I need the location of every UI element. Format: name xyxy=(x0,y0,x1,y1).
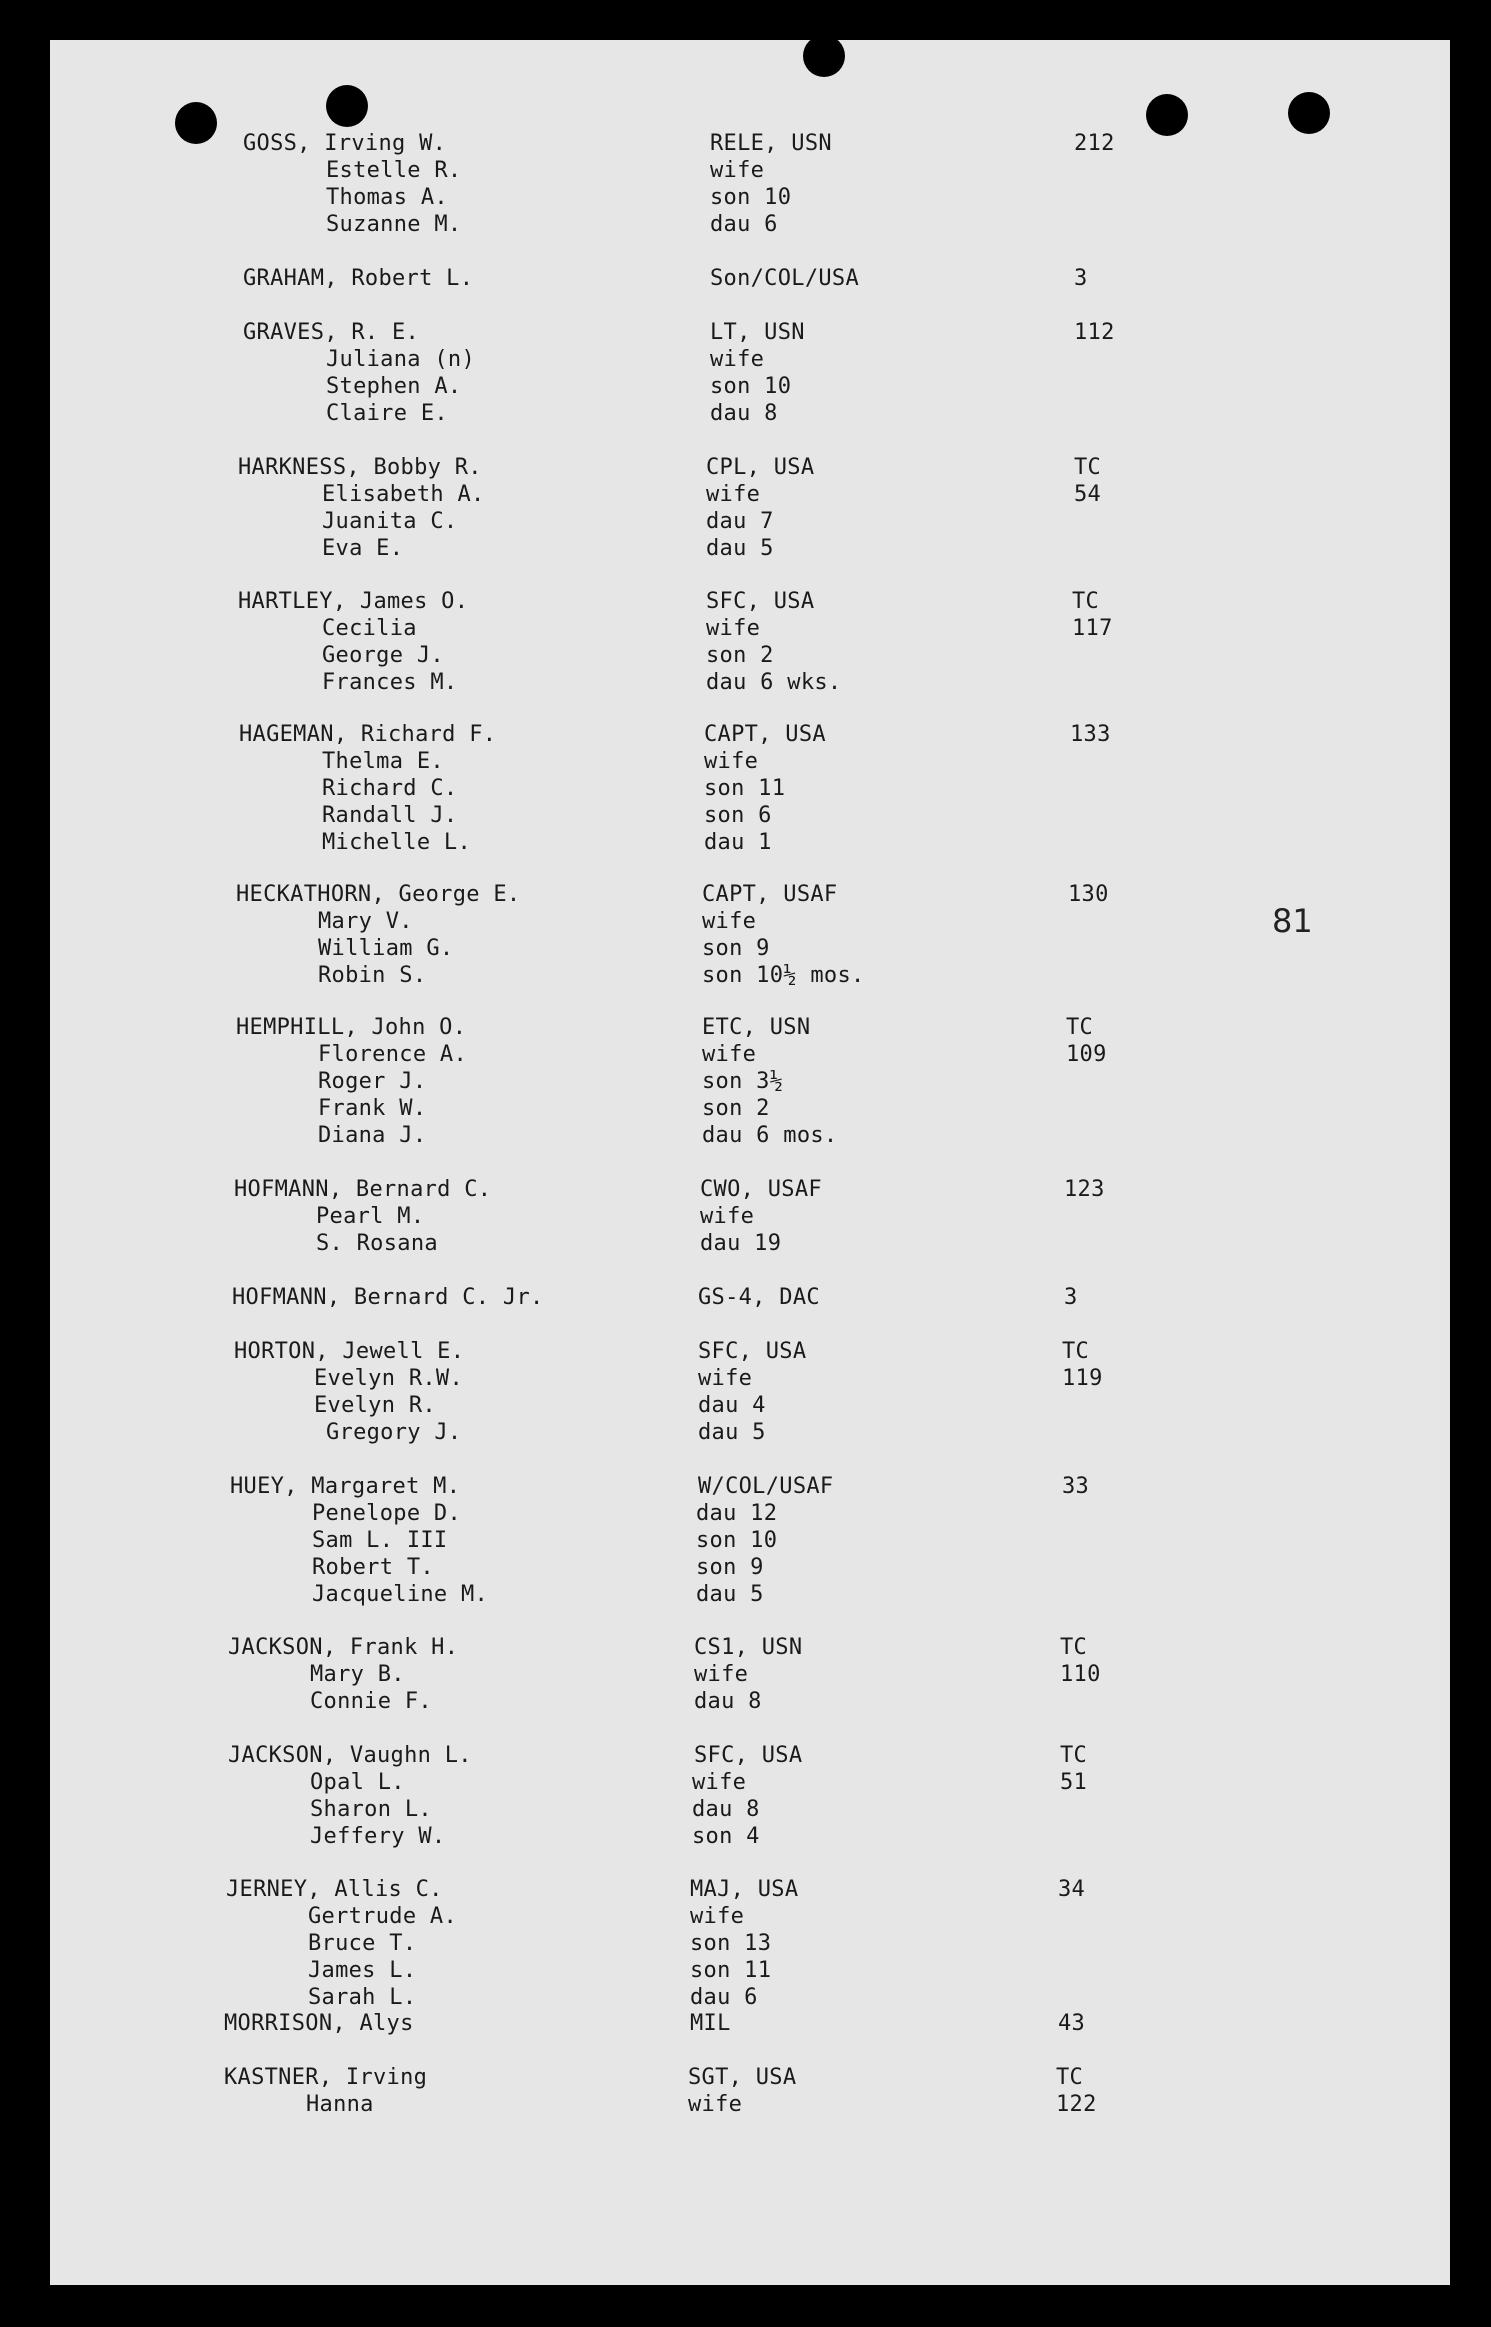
person-name: Jeffery W. xyxy=(310,1824,446,1849)
person-name: George J. xyxy=(322,643,444,668)
rank-relation: RELE, USN xyxy=(710,131,832,156)
rank-relation: wife xyxy=(710,347,765,372)
rank-relation: wife xyxy=(698,1366,753,1391)
table-row xyxy=(50,2010,1450,2037)
rank-relation: dau 6 mos. xyxy=(702,1123,838,1148)
person-name: HAGEMAN, Richard F. xyxy=(239,722,497,747)
person-name: Juanita C. xyxy=(322,509,458,534)
page-number: 81 xyxy=(1272,902,1313,940)
table-row xyxy=(50,2064,1450,2091)
rank-relation: CAPT, USAF xyxy=(702,882,838,907)
table-row xyxy=(50,184,1450,211)
person-name: HOFMANN, Bernard C. xyxy=(234,1177,492,1202)
table-row xyxy=(50,1500,1450,1527)
person-name: Evelyn R.W. xyxy=(314,1366,463,1391)
person-name: Thelma E. xyxy=(322,749,444,774)
rank-relation: son 10½ mos. xyxy=(702,963,865,988)
person-name: S. Rosana xyxy=(316,1231,438,1256)
rank-relation: CAPT, USA xyxy=(704,722,826,747)
person-name: Florence A. xyxy=(318,1042,467,1067)
table-row xyxy=(50,1661,1450,1688)
rank-relation: W/COL/USAF xyxy=(698,1474,834,1499)
rank-relation: wife xyxy=(704,749,759,774)
table-row xyxy=(50,1984,1450,2011)
person-name: HARKNESS, Bobby R. xyxy=(238,455,482,480)
rank-relation: SFC, USA xyxy=(706,589,815,614)
person-name: Diana J. xyxy=(318,1123,427,1148)
person-name: Sharon L. xyxy=(310,1797,432,1822)
table-row xyxy=(50,1796,1450,1823)
rank-relation: son 3½ xyxy=(702,1069,784,1094)
quarters-code: TC xyxy=(1074,455,1102,480)
rank-relation: dau 6 xyxy=(690,1985,758,2010)
rank-relation: CS1, USN xyxy=(694,1635,803,1660)
rank-relation: wife xyxy=(710,158,765,183)
rank-relation: CPL, USA xyxy=(706,455,815,480)
rank-relation: SFC, USA xyxy=(694,1743,803,1768)
rank-relation: son 11 xyxy=(704,776,786,801)
quarters-code: 34 xyxy=(1058,1877,1086,1902)
rank-relation: dau 5 xyxy=(698,1420,766,1445)
person-name: JACKSON, Vaughn L. xyxy=(228,1743,472,1768)
rank-relation: Son/COL/USA xyxy=(710,266,859,291)
person-name: Penelope D. xyxy=(312,1501,461,1526)
table-row xyxy=(50,2091,1450,2118)
person-name: Mary B. xyxy=(310,1662,405,1687)
table-row xyxy=(50,1903,1450,1930)
rank-relation: wife xyxy=(694,1662,749,1687)
person-name: Sam L. III xyxy=(312,1528,448,1553)
table-row xyxy=(50,1095,1450,1122)
person-name: Richard C. xyxy=(322,776,458,801)
rank-relation: dau 8 xyxy=(694,1689,762,1714)
quarters-code: 110 xyxy=(1060,1662,1101,1687)
rank-relation: MIL xyxy=(690,2011,731,2036)
person-name: GOSS, Irving W. xyxy=(243,131,447,156)
person-name: HOFMANN, Bernard C. Jr. xyxy=(232,1285,544,1310)
person-name: Connie F. xyxy=(310,1689,432,1714)
rank-relation: dau 5 xyxy=(696,1582,764,1607)
table-row xyxy=(50,908,1450,935)
person-name: Opal L. xyxy=(310,1770,405,1795)
table-row xyxy=(50,319,1450,346)
person-name: Gregory J. xyxy=(326,1420,462,1445)
rank-relation: son 10 xyxy=(710,185,792,210)
table-row xyxy=(50,1014,1450,1041)
table-row xyxy=(50,1823,1450,1850)
person-name: Estelle R. xyxy=(326,158,462,183)
person-name: HEMPHILL, John O. xyxy=(236,1015,467,1040)
quarters-code: 117 xyxy=(1072,616,1113,641)
quarters-code: 133 xyxy=(1070,722,1111,747)
table-row xyxy=(50,508,1450,535)
rank-relation: dau 8 xyxy=(692,1797,760,1822)
rank-relation: son 13 xyxy=(690,1931,772,1956)
quarters-code: 51 xyxy=(1060,1770,1088,1795)
quarters-code: 3 xyxy=(1074,266,1088,291)
document-page xyxy=(50,40,1450,2285)
rank-relation: wife xyxy=(702,909,757,934)
table-row xyxy=(50,721,1450,748)
person-name: Robin S. xyxy=(318,963,427,988)
table-row xyxy=(50,1068,1450,1095)
quarters-code: TC xyxy=(1066,1015,1094,1040)
rank-relation: LT, USN xyxy=(710,320,805,345)
rank-relation: dau 1 xyxy=(704,830,772,855)
table-row xyxy=(50,962,1450,989)
quarters-code: 123 xyxy=(1064,1177,1105,1202)
table-row xyxy=(50,1473,1450,1500)
person-name: GRAVES, R. E. xyxy=(243,320,420,345)
rank-relation: son 2 xyxy=(706,643,774,668)
table-row xyxy=(50,802,1450,829)
person-name: James L. xyxy=(308,1958,417,1983)
quarters-code: TC xyxy=(1056,2065,1084,2090)
table-row xyxy=(50,265,1450,292)
table-row xyxy=(50,1419,1450,1446)
table-row xyxy=(50,346,1450,373)
rank-relation: dau 6 wks. xyxy=(706,670,842,695)
quarters-code: 109 xyxy=(1066,1042,1107,1067)
table-row xyxy=(50,1176,1450,1203)
table-row xyxy=(50,588,1450,615)
quarters-code: TC xyxy=(1072,589,1100,614)
quarters-code: 112 xyxy=(1074,320,1115,345)
table-row xyxy=(50,1527,1450,1554)
rank-relation: dau 4 xyxy=(698,1393,766,1418)
person-name: Hanna xyxy=(306,2092,374,2117)
table-row xyxy=(50,1203,1450,1230)
person-name: Randall J. xyxy=(322,803,458,828)
table-row xyxy=(50,1769,1450,1796)
person-name: Juliana (n) xyxy=(326,347,475,372)
rank-relation: son 4 xyxy=(692,1824,760,1849)
rank-relation: wife xyxy=(700,1204,755,1229)
rank-relation: dau 5 xyxy=(706,536,774,561)
table-row xyxy=(50,935,1450,962)
rank-relation: CWO, USAF xyxy=(700,1177,822,1202)
person-name: KASTNER, Irving xyxy=(224,2065,428,2090)
rank-relation: wife xyxy=(688,2092,743,2117)
table-row xyxy=(50,1041,1450,1068)
person-name: Sarah L. xyxy=(308,1985,417,2010)
person-name: Stephen A. xyxy=(326,374,462,399)
person-name: HORTON, Jewell E. xyxy=(234,1339,465,1364)
table-row xyxy=(50,1876,1450,1903)
person-name: Claire E. xyxy=(326,401,448,426)
rank-relation: ETC, USN xyxy=(702,1015,811,1040)
person-name: William G. xyxy=(318,936,454,961)
rank-relation: dau 19 xyxy=(700,1231,782,1256)
quarters-code: 212 xyxy=(1074,131,1115,156)
person-name: Evelyn R. xyxy=(314,1393,436,1418)
rank-relation: dau 7 xyxy=(706,509,774,534)
quarters-code: TC xyxy=(1060,1743,1088,1768)
table-row xyxy=(50,157,1450,184)
person-name: Mary V. xyxy=(318,909,413,934)
person-name: Michelle L. xyxy=(322,830,471,855)
person-name: MORRISON, Alys xyxy=(224,2011,414,2036)
table-row xyxy=(50,1957,1450,1984)
person-name: HUEY, Margaret M. xyxy=(230,1474,461,1499)
quarters-code: 33 xyxy=(1062,1474,1090,1499)
person-name: Eva E. xyxy=(322,536,404,561)
person-name: Pearl M. xyxy=(316,1204,425,1229)
quarters-code: TC xyxy=(1060,1635,1088,1660)
rank-relation: SGT, USA xyxy=(688,2065,797,2090)
rank-relation: MAJ, USA xyxy=(690,1877,799,1902)
table-row xyxy=(50,1554,1450,1581)
rank-relation: son 10 xyxy=(710,374,792,399)
person-name: Frances M. xyxy=(322,670,458,695)
person-name: Roger J. xyxy=(318,1069,427,1094)
rank-relation: son 11 xyxy=(690,1958,772,1983)
rank-relation: GS-4, DAC xyxy=(698,1285,820,1310)
person-name: Suzanne M. xyxy=(326,212,462,237)
table-row xyxy=(50,211,1450,238)
quarters-code: 130 xyxy=(1068,882,1109,907)
table-row xyxy=(50,775,1450,802)
table-row xyxy=(50,454,1450,481)
table-row xyxy=(50,1742,1450,1769)
table-row xyxy=(50,1284,1450,1311)
person-name: HARTLEY, James O. xyxy=(238,589,469,614)
quarters-code: 122 xyxy=(1056,2092,1097,2117)
table-row xyxy=(50,1634,1450,1661)
table-row xyxy=(50,535,1450,562)
roster-list xyxy=(50,40,1450,2285)
rank-relation: son 9 xyxy=(696,1555,764,1580)
person-name: JERNEY, Allis C. xyxy=(226,1877,443,1902)
rank-relation: son 10 xyxy=(696,1528,778,1553)
rank-relation: wife xyxy=(706,616,761,641)
rank-relation: dau 8 xyxy=(710,401,778,426)
table-row xyxy=(50,481,1450,508)
rank-relation: son 2 xyxy=(702,1096,770,1121)
rank-relation: wife xyxy=(706,482,761,507)
person-name: Elisabeth A. xyxy=(322,482,485,507)
person-name: HECKATHORN, George E. xyxy=(236,882,521,907)
quarters-code: TC xyxy=(1062,1339,1090,1364)
person-name: Cecilia xyxy=(322,616,417,641)
rank-relation: wife xyxy=(702,1042,757,1067)
person-name: Bruce T. xyxy=(308,1931,417,1956)
person-name: Thomas A. xyxy=(326,185,448,210)
person-name: GRAHAM, Robert L. xyxy=(243,266,474,291)
rank-relation: wife xyxy=(690,1904,745,1929)
table-row xyxy=(50,1122,1450,1149)
table-row xyxy=(50,669,1450,696)
quarters-code: 43 xyxy=(1058,2011,1086,2036)
table-row xyxy=(50,130,1450,157)
quarters-code: 54 xyxy=(1074,482,1102,507)
rank-relation: SFC, USA xyxy=(698,1339,807,1364)
rank-relation: dau 12 xyxy=(696,1501,778,1526)
person-name: Jacqueline M. xyxy=(312,1582,489,1607)
rank-relation: wife xyxy=(692,1770,747,1795)
table-row xyxy=(50,1581,1450,1608)
table-row xyxy=(50,1365,1450,1392)
table-row xyxy=(50,1230,1450,1257)
quarters-code: 3 xyxy=(1064,1285,1078,1310)
table-row xyxy=(50,400,1450,427)
table-row xyxy=(50,748,1450,775)
person-name: Robert T. xyxy=(312,1555,434,1580)
rank-relation: son 6 xyxy=(704,803,772,828)
rank-relation: dau 6 xyxy=(710,212,778,237)
person-name: JACKSON, Frank H. xyxy=(228,1635,459,1660)
table-row xyxy=(50,1930,1450,1957)
rank-relation: son 9 xyxy=(702,936,770,961)
table-row xyxy=(50,373,1450,400)
table-row xyxy=(50,829,1450,856)
table-row xyxy=(50,1688,1450,1715)
person-name: Frank W. xyxy=(318,1096,427,1121)
table-row xyxy=(50,881,1450,908)
table-row xyxy=(50,1338,1450,1365)
quarters-code: 119 xyxy=(1062,1366,1103,1391)
table-row xyxy=(50,1392,1450,1419)
table-row xyxy=(50,615,1450,642)
person-name: Gertrude A. xyxy=(308,1904,457,1929)
table-row xyxy=(50,642,1450,669)
